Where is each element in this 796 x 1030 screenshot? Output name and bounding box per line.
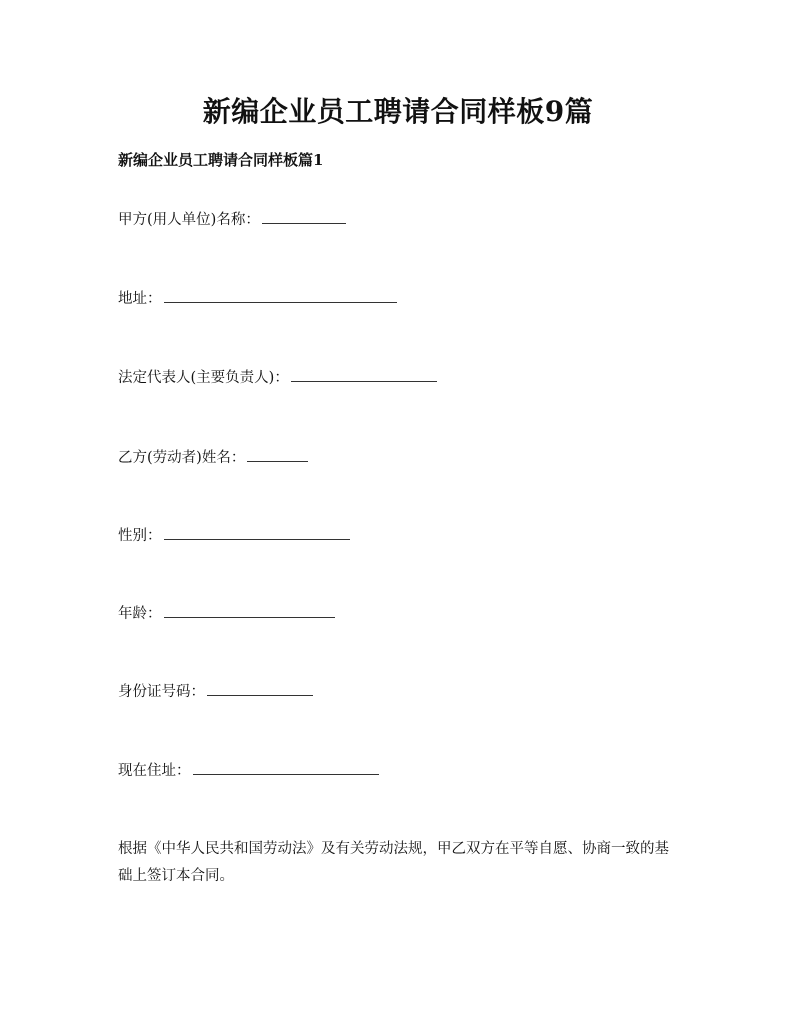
field-employee-name <box>118 446 308 470</box>
field-employer-name <box>118 208 346 232</box>
contract-intro-paragraph: 根据《中华人民共和国劳动法》及有关劳动法规，甲乙双方在平等自愿、协商一致的基础上签订本合同。 <box>118 841 669 884</box>
field-legal-representative <box>118 366 437 390</box>
field-label: 甲方(用人单位)名称： <box>118 212 260 228</box>
fill-in-blank <box>262 209 346 224</box>
field-label: 乙方(劳动者)姓名： <box>118 450 246 466</box>
fill-in-blank <box>164 525 350 540</box>
field-label: 性别： <box>118 528 162 544</box>
fill-in-blank <box>193 760 379 775</box>
field-age <box>118 602 335 626</box>
fill-in-blank <box>164 288 397 303</box>
field-label: 法定代表人(主要负责人)： <box>118 370 289 386</box>
field-label: 身份证号码： <box>118 684 205 700</box>
section-heading: 新编企业员工聘请合同样板篇1 <box>118 151 324 169</box>
field-address <box>118 287 397 311</box>
fill-in-blank <box>247 447 308 462</box>
fill-in-blank <box>291 367 437 382</box>
field-current-address <box>118 759 379 783</box>
field-label: 现在住址： <box>118 763 191 779</box>
fill-in-blank <box>164 603 335 618</box>
field-id-number <box>118 680 313 704</box>
field-label: 地址： <box>118 291 162 307</box>
field-label: 年龄： <box>118 606 162 622</box>
document-title: 新编企业员工聘请合同样板9篇 <box>202 95 594 128</box>
fill-in-blank <box>207 681 313 696</box>
field-gender <box>118 524 350 548</box>
